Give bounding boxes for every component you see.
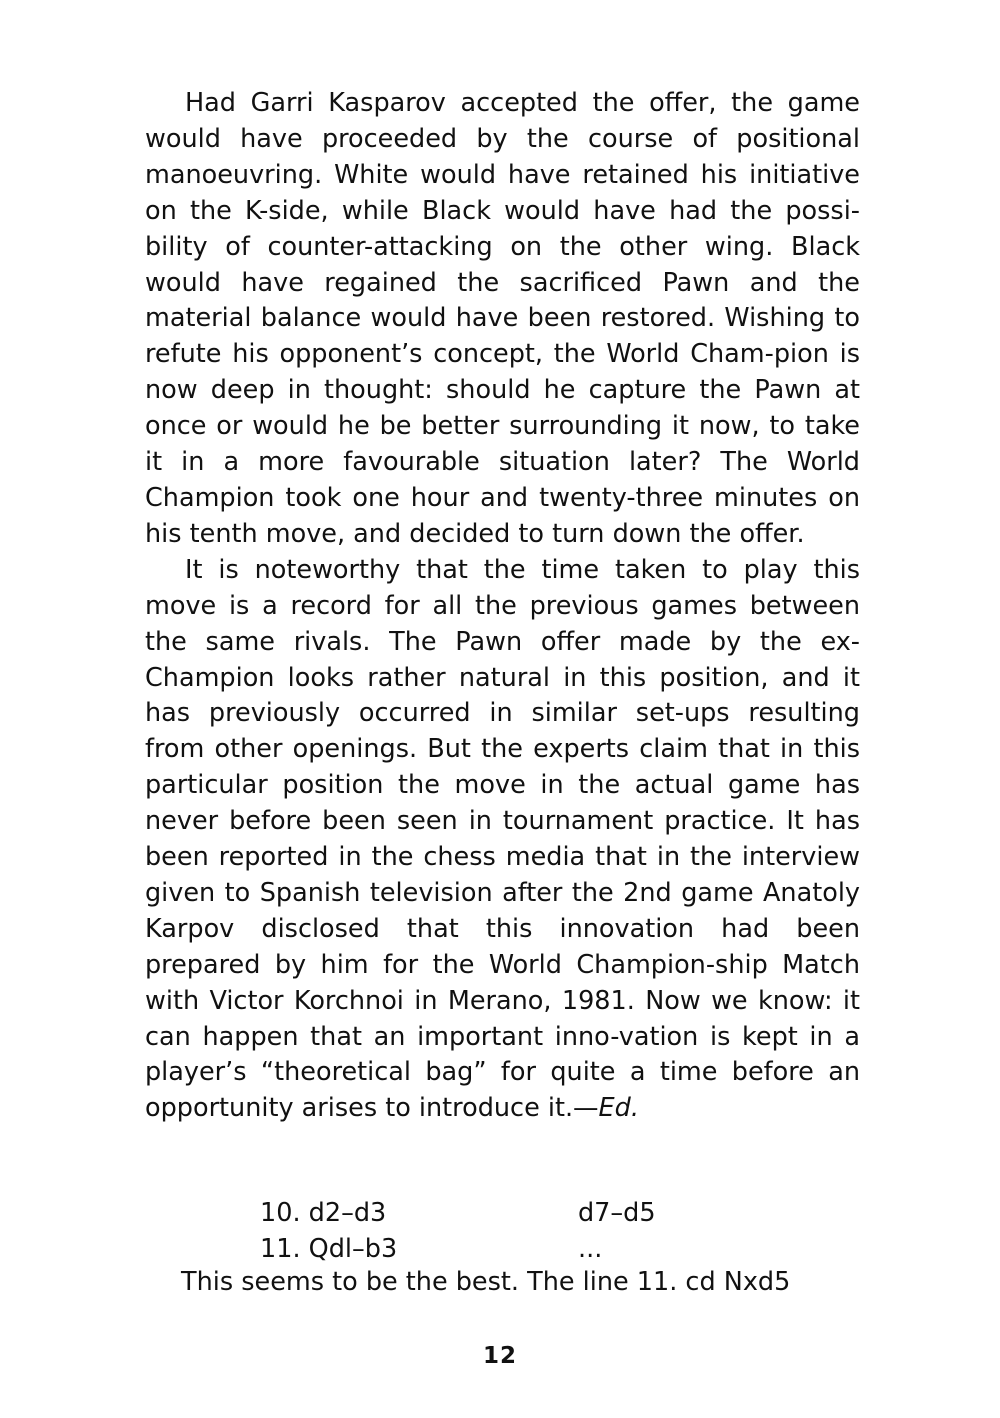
paragraph-2-text: It is noteworthy that the time taken to play this move is a record for all the previous games between the same rivals. The Pawn offer made by the ex-Champion looks rather natural in this position, and it has previously occurred in similar set-ups resulting from other openings. But the experts claim that in this particular position the move in the actual game has never before been seen in tournament practice. It has been reported in the chess media that in the interview given to Spanish television after the 2nd game Anatoly Karpov disclosed that this innovation had been prepared by him for the World Champion-ship Match with Victor Korchnoi in Merano, 1981. Now we know: it can happen that an important inno-vation is kept in a player’s “theoretical bag” for quite a time before an opportunity arises to introduce it.— [145, 554, 860, 1124]
page-number: 12 [482, 1343, 517, 1369]
move-row [260, 1232, 760, 1268]
white-move: 11. Qdl–b3 [260, 1233, 398, 1264]
paragraph-3: This seems to be the best. The line 11. cd Nxd5 [181, 1267, 791, 1297]
black-move: d7–d5 [578, 1198, 656, 1228]
paragraph-1: Had Garri Kasparov accepted the offer, the game would have proceeded by the course of positional manoeuvring. White would have retained his initiative on the K-side, while Black would have had the possi-bility of counter-attacking on the other wing. Black would have regained the sacrificed Pawn and the material balance would have been restored. Wishing to refute his opponent’s concept, the World Cham-pion is now deep in thought: should he capture the Pawn at once or would he be better surrounding it now, to take it in a more favourable situation later? The World Champion took one hour and twenty-three minutes on his tenth move, and decided to turn down the offer. [145, 88, 860, 549]
editor-signature: Ed. [598, 1093, 639, 1124]
white-move: 10. d2–d3 [260, 1198, 387, 1228]
paragraph-2 [145, 553, 860, 1128]
move-list [260, 1196, 760, 1267]
page-body [145, 86, 860, 1127]
move-row [260, 1196, 760, 1232]
black-move: ... [578, 1233, 603, 1264]
